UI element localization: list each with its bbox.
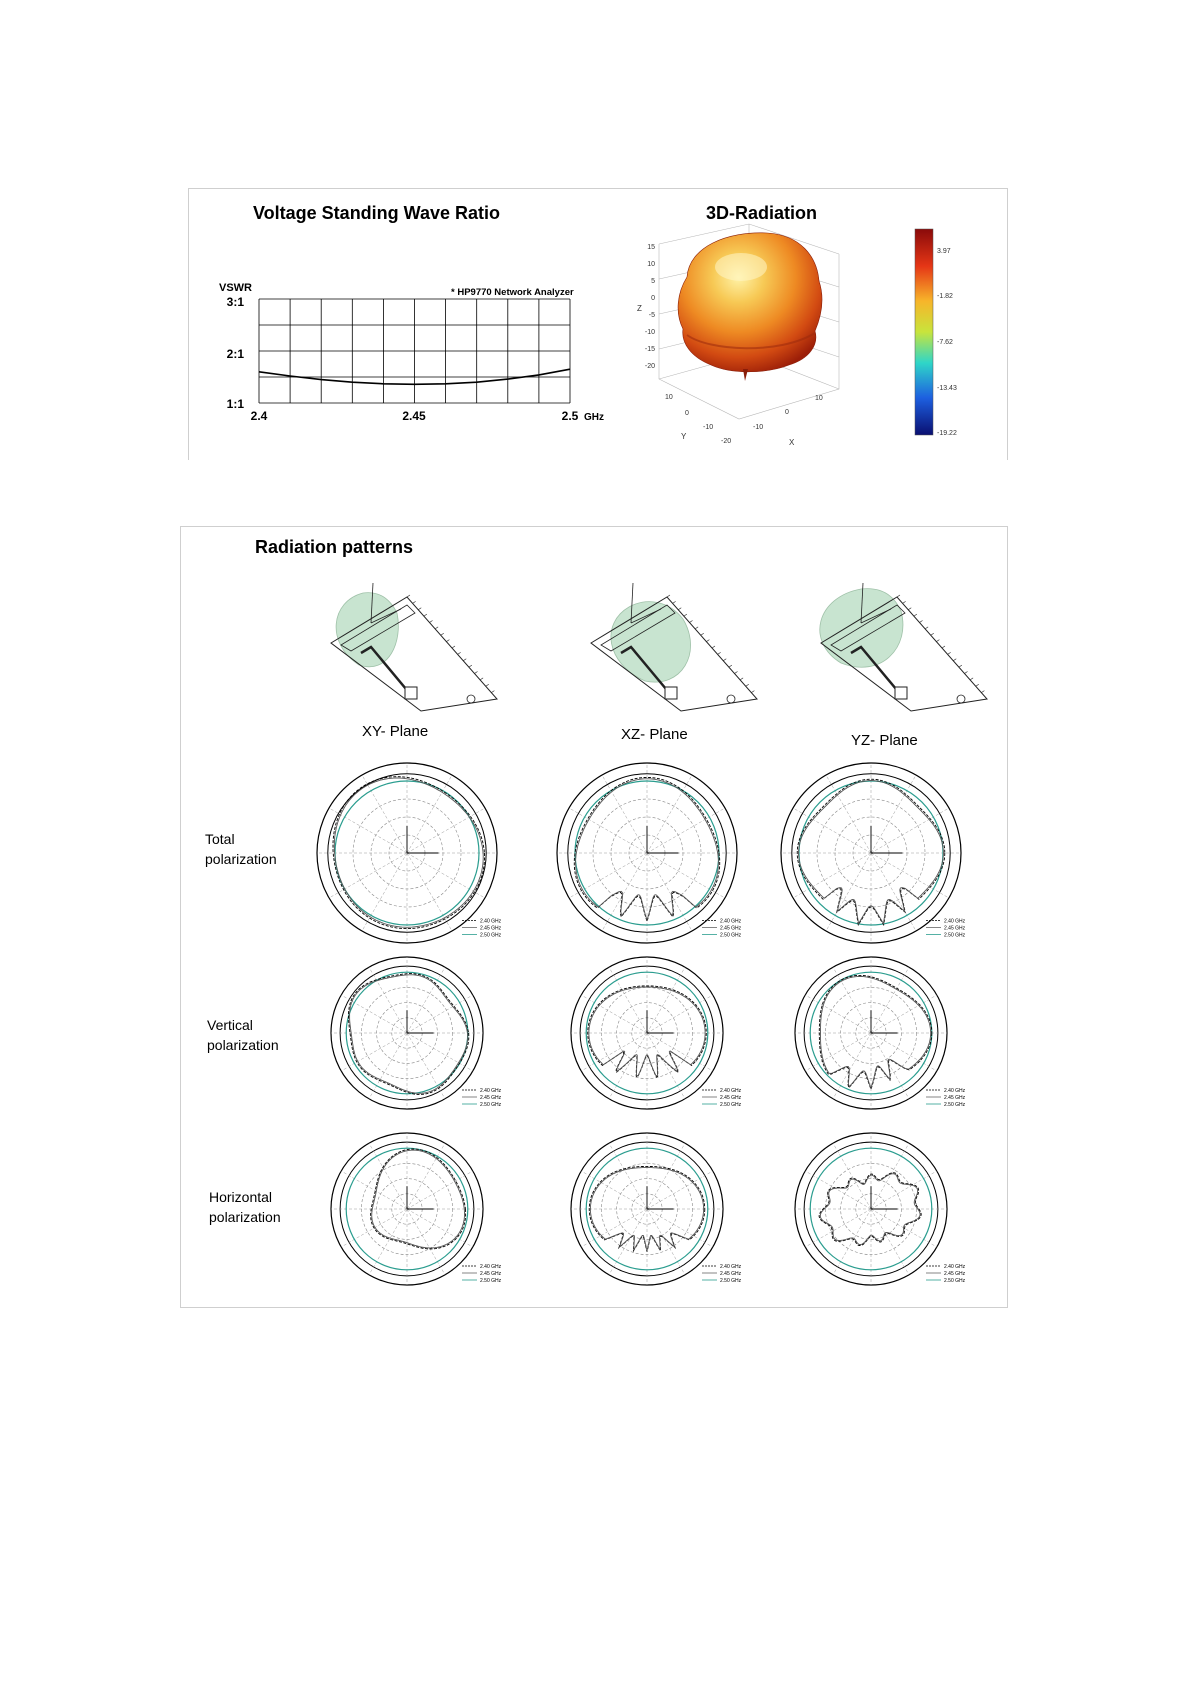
edge-tick (435, 627, 438, 629)
vswr-title: Voltage Standing Wave Ratio (253, 203, 501, 223)
polar-trace (821, 977, 931, 1089)
radiation3d-surface (678, 233, 822, 381)
edge-tick (695, 627, 698, 629)
patterns-title: Radiation patterns (255, 537, 414, 557)
polar-spoke (609, 1143, 647, 1209)
vswr-chart (189, 189, 609, 460)
edge-tick (678, 608, 681, 610)
y-tick: -10 (703, 424, 714, 431)
edge-tick (667, 595, 670, 597)
marker-circle (467, 695, 475, 703)
polar-spoke (805, 1209, 871, 1247)
edge-tick (712, 646, 715, 648)
polar-spoke (362, 853, 407, 931)
edge-tick (920, 621, 923, 623)
vswr-xtick-0: 2.4 (250, 409, 268, 423)
polar-horizontal-yz (771, 1123, 991, 1303)
polar-spoke (407, 1033, 473, 1071)
radiation-lobe (336, 593, 398, 667)
edge-tick (446, 640, 449, 642)
polar-spoke (833, 1143, 871, 1209)
polar-horizontal-xy (307, 1123, 527, 1303)
legend-label: 2.50 GHz (944, 932, 966, 939)
edge-tick (965, 672, 968, 674)
z-tick: 15 (647, 244, 655, 251)
edge-tick (475, 672, 478, 674)
vswr-ytick-2: 2:1 (226, 347, 244, 361)
edge-tick (751, 691, 754, 693)
radiation3d-z-ticks (645, 244, 655, 370)
edge-tick (936, 640, 939, 642)
legend-label: 2.45 GHz (720, 1095, 742, 1101)
polar-total-xz (547, 757, 767, 957)
radiation3d-title: 3D-Radiation (706, 203, 818, 223)
polar-spoke (581, 995, 647, 1033)
polar-spoke (647, 995, 713, 1033)
edge-tick (486, 684, 489, 686)
polar-spoke (407, 967, 445, 1033)
row-label-line: polarization (205, 851, 277, 867)
edge-tick (407, 595, 410, 597)
polar-spoke (407, 808, 485, 853)
colorbar-tick: -13.43 (937, 385, 957, 392)
legend-label: 2.50 GHz (720, 932, 742, 939)
marker-circle (957, 695, 965, 703)
legend-label: 2.50 GHz (480, 932, 502, 939)
y-tick: 10 (665, 394, 673, 401)
polar-total-xy (307, 757, 527, 957)
vswr-xtick-2: 2.5 (561, 409, 579, 423)
edge-tick (746, 684, 749, 686)
x-tick: 0 (785, 409, 789, 416)
y-axis-label: Y (681, 432, 687, 441)
polar-spoke (647, 853, 725, 898)
polar-spoke (602, 775, 647, 853)
polar-total-yz (771, 757, 991, 957)
edge-tick (480, 678, 483, 680)
connector (895, 687, 907, 699)
polar-spoke (647, 1209, 685, 1275)
polar-spoke (329, 853, 407, 898)
polar-spoke (569, 853, 647, 898)
polar-spoke (871, 967, 909, 1033)
z-tick: 10 (647, 261, 655, 268)
z-tick: -15 (644, 346, 655, 353)
edge-tick (684, 614, 687, 616)
edge-tick (948, 652, 951, 654)
polar-spoke (341, 1171, 407, 1209)
vswr-ytick-3: 3:1 (226, 295, 244, 309)
polar-vertical-yz (771, 947, 991, 1127)
connector (665, 687, 677, 699)
legend-label: 2.40 GHz (480, 1088, 502, 1094)
edge-tick (424, 614, 427, 616)
vswr-xtick-1: 2.45 (402, 409, 426, 423)
plane-label-xy: XY- Plane (362, 723, 429, 740)
polar-spoke (871, 1143, 909, 1209)
z-tick: 0 (651, 295, 655, 302)
vswr-ytick-1: 1:1 (226, 397, 244, 411)
edge-tick (942, 646, 945, 648)
z-tick: -20 (644, 363, 655, 370)
polar-spoke (647, 1033, 685, 1099)
polar-spoke (647, 775, 692, 853)
polar-spoke (602, 853, 647, 931)
legend-label: 2.50 GHz (944, 1278, 966, 1284)
x-tick: 10 (815, 395, 823, 402)
edge-tick (430, 621, 433, 623)
polar-vertical-xz (547, 947, 767, 1127)
legend-label: 2.50 GHz (720, 1102, 742, 1108)
edge-tick (413, 601, 416, 603)
polar-spoke (407, 1209, 445, 1275)
radiation3d-x-ticks (753, 395, 823, 431)
edge-tick (959, 665, 962, 667)
vswr-note: * HP9770 Network Analyzer (451, 287, 574, 298)
polar-spoke (871, 1209, 909, 1275)
legend-label: 2.50 GHz (480, 1102, 502, 1108)
legend-label: 2.40 GHz (720, 918, 742, 925)
edge-tick (729, 665, 732, 667)
row-label-line: Horizontal (209, 1189, 273, 1205)
edge-tick (718, 652, 721, 654)
legend-label: 2.40 GHz (944, 918, 966, 925)
edge-tick (740, 678, 743, 680)
polar-spoke (609, 1209, 647, 1275)
antenna-sketch-xy (311, 583, 501, 713)
edge-tick (491, 691, 494, 693)
legend-label: 2.50 GHz (944, 1102, 966, 1108)
y-tick: -20 (721, 438, 732, 445)
polar-spoke (407, 775, 452, 853)
legend-label: 2.40 GHz (944, 1264, 966, 1270)
edge-tick (976, 684, 979, 686)
edge-tick (925, 627, 928, 629)
z-tick: -5 (648, 312, 655, 319)
polar-spoke (407, 1033, 445, 1099)
x-tick: -10 (753, 424, 764, 431)
colorbar-tick: 3.97 (937, 248, 951, 255)
vswr-ylabel: VSWR (219, 282, 252, 294)
legend-label: 2.40 GHz (720, 1264, 742, 1270)
y-tick: 0 (685, 410, 689, 417)
legend-label: 2.50 GHz (480, 1278, 502, 1284)
edge-tick (914, 614, 917, 616)
edge-tick (908, 608, 911, 610)
polar-horizontal-xz (547, 1123, 767, 1303)
polar-spoke (647, 853, 692, 931)
legend-label: 2.40 GHz (480, 918, 502, 925)
radiation-patterns-panel (180, 526, 1008, 1308)
colorbar-tick: -1.82 (937, 293, 953, 300)
top-panel (188, 188, 1008, 460)
polar-spoke (805, 1033, 871, 1071)
edge-tick (441, 633, 444, 635)
edge-tick (735, 672, 738, 674)
row-label-total (205, 829, 277, 869)
legend-label: 2.40 GHz (480, 1264, 502, 1270)
radiation3d-plot (629, 219, 1007, 460)
polar-spoke (805, 995, 871, 1033)
antenna-sketch-yz (801, 583, 991, 713)
edge-tick (897, 595, 900, 597)
colorbar-tick: -7.62 (937, 339, 953, 346)
polar-spoke (362, 775, 407, 853)
polar-spoke (609, 967, 647, 1033)
vswr-xunit: GHz (584, 412, 604, 423)
polar-spoke (647, 808, 725, 853)
colorbar (915, 229, 933, 435)
edge-tick (701, 633, 704, 635)
colorbar-ticks (937, 248, 957, 437)
z-tick: 5 (651, 278, 655, 285)
z-axis-label: Z (637, 304, 642, 313)
legend-label: 2.45 GHz (480, 1095, 502, 1101)
row-label-vertical (207, 1015, 279, 1055)
polar-spoke (833, 1033, 871, 1099)
colorbar-tick: -19.22 (937, 430, 957, 437)
legend-label: 2.45 GHz (480, 1271, 502, 1277)
row-label-line: Total (205, 831, 235, 847)
legend-label: 2.45 GHz (944, 925, 966, 932)
row-label-horizontal (209, 1187, 281, 1227)
legend-label: 2.45 GHz (720, 1271, 742, 1277)
edge-tick (931, 633, 934, 635)
polar-spoke (609, 1033, 647, 1099)
edge-tick (458, 652, 461, 654)
plane-label-xz: XZ- Plane (621, 726, 688, 743)
row-label-line: Vertical (207, 1017, 253, 1033)
edge-tick (723, 659, 726, 661)
edge-tick (953, 659, 956, 661)
legend-label: 2.45 GHz (944, 1095, 966, 1101)
polar-spoke (569, 808, 647, 853)
edge-tick (452, 646, 455, 648)
legend-label: 2.45 GHz (720, 925, 742, 932)
edge-tick (418, 608, 421, 610)
vswr-grid (259, 299, 570, 403)
polar-vertical-xy (307, 947, 527, 1127)
polar-spoke (647, 1143, 685, 1209)
edge-tick (981, 691, 984, 693)
row-label-line: polarization (209, 1209, 281, 1225)
antenna-sketch-xz (571, 583, 761, 713)
edge-tick (903, 601, 906, 603)
legend-label: 2.45 GHz (944, 1271, 966, 1277)
edge-tick (673, 601, 676, 603)
polar-spoke (871, 1033, 909, 1099)
legend-label: 2.40 GHz (944, 1088, 966, 1094)
edge-tick (970, 678, 973, 680)
edge-tick (690, 621, 693, 623)
marker-circle (727, 695, 735, 703)
plane-label-yz: YZ- Plane (851, 732, 918, 749)
row-label-line: polarization (207, 1037, 279, 1053)
edge-tick (463, 659, 466, 661)
legend-label: 2.40 GHz (720, 1088, 742, 1094)
z-tick: -10 (644, 329, 655, 336)
edge-tick (469, 665, 472, 667)
polar-spoke (805, 1171, 871, 1209)
polar-spoke (647, 967, 685, 1033)
legend-label: 2.50 GHz (720, 1278, 742, 1284)
legend-label: 2.45 GHz (480, 925, 502, 932)
x-axis-label: X (789, 438, 795, 447)
connector (405, 687, 417, 699)
polar-spoke (407, 995, 473, 1033)
radiation3d-y-ticks (665, 394, 731, 445)
edge-tick (706, 640, 709, 642)
polar-spoke (871, 1171, 937, 1209)
